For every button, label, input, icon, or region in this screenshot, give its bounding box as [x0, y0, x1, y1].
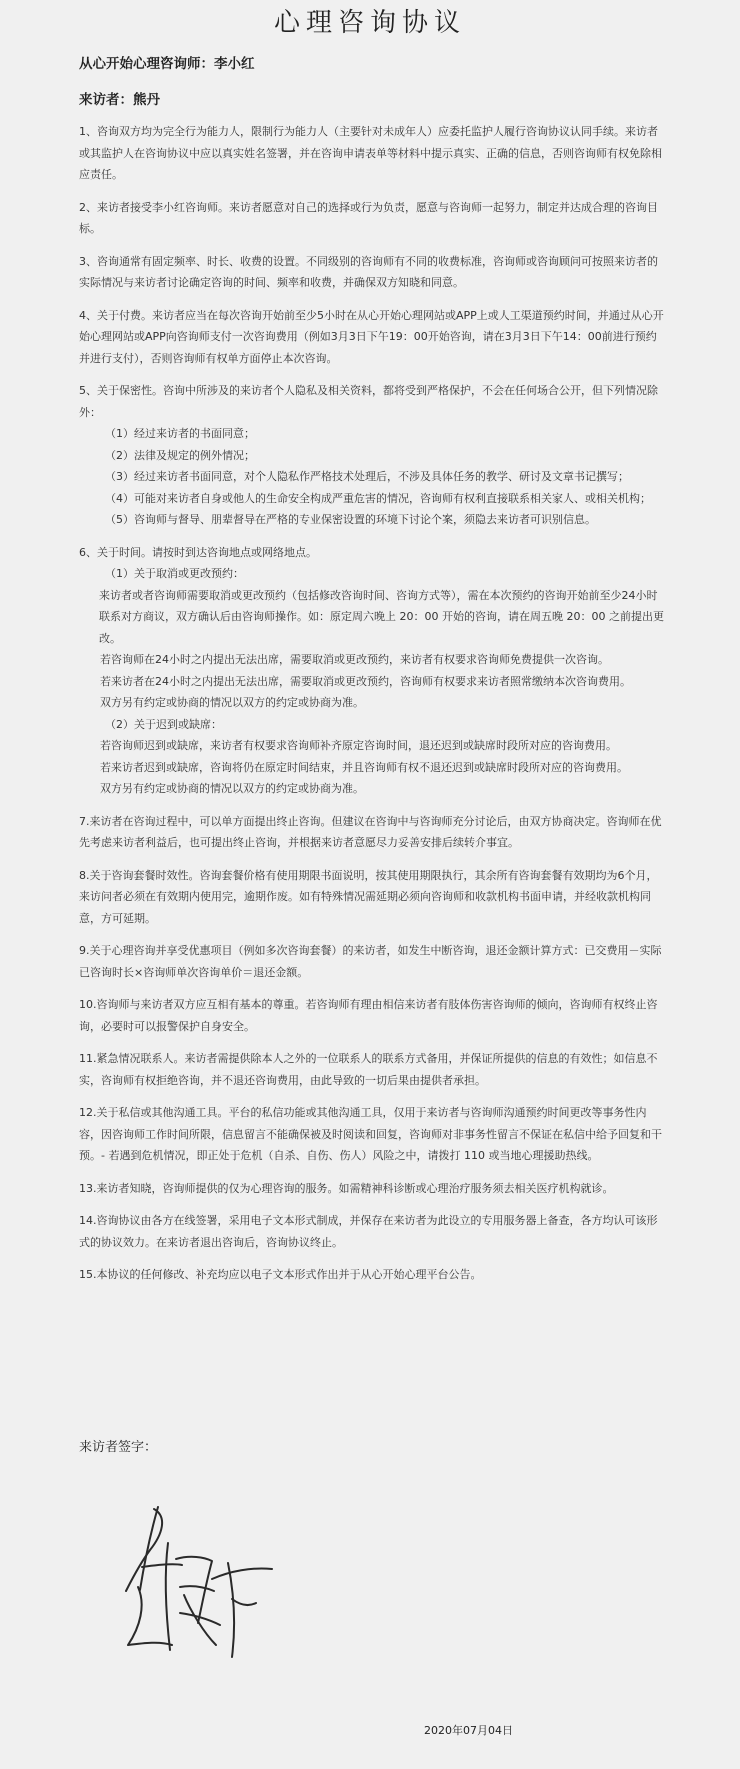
clause-7: 7.来访者在咨询过程中，可以单方面提出终止咨询。但建议在咨询中与咨询师充分讨论后，由双方协商决定。咨询师在优先考虑来访者利益后，也可提出终止咨询，并根据来访者意愿尽力妥善安排后续转介事宜。: [79, 814, 662, 849]
clause-6-sub2-line: 若咨询师迟到或缺席，来访者有权要求咨询师补齐原定咨询时间，退还迟到或缺席时段所对应的咨询费用。: [100, 739, 617, 752]
clause-2: 2、来访者接受李小红咨询师。来访者愿意对自己的选择或行为负责，愿意与咨询师一起努力，制定并达成合理的咨询目标。: [79, 200, 658, 235]
clause-3: 3、咨询通常有固定频率、时长、收费的设置。不同级别的咨询师有不同的收费标准，咨询师或咨询顾问可按照来访者的实际情况与来访者讨论确定咨询的时间、频率和收费，并确保双方知晓和同意。: [79, 254, 658, 289]
counselor-line: 从心开始心理咨询师：李小红: [79, 56, 255, 72]
clause-8: 8.关于咨询套餐时效性。咨询套餐价格有使用期限书面说明，按其使用期限执行，其余所有咨询套餐有效期均为6个月，来访问者必须在有效期内使用完，逾期作废。如有特殊情况需延期必须向咨询师和收款机构书面申请，并经收款机构同意，方可延期。: [79, 868, 658, 925]
page-title: 心理咨询协议: [273, 8, 466, 38]
clause-6-sub1-line: 双方另有约定或协商的情况以双方的约定或协商为准。: [100, 696, 364, 709]
clause-1: 1、咨询双方均为完全行为能力人，限制行为能力人（主要针对未成年人）应委托监护人履行咨询协议认同手续。来访者或其监护人在咨询协议中应以真实姓名签署，并在咨询申请表单等材料中提示真实、正确的信息，否则咨询师有权免除相应责任。: [79, 125, 662, 181]
clause-10: 10.咨询师与来访者双方应互相有基本的尊重。若咨询师有理由相信来访者有肢体伤害咨询师的倾向，咨询师有权终止咨询，必要时可以报警保护自身安全。: [79, 998, 658, 1033]
clause-6-sub1-title: （1）关于取消或更改预约：: [105, 567, 244, 580]
clause-5-item: （2）法律及规定的例外情况；: [105, 448, 255, 462]
clause-13: 13.来访者知晓，咨询师提供的仅为心理咨询的服务。如需精神科诊断或心理治疗服务须去相关医疗机构就诊。: [79, 1181, 614, 1195]
clause-6-sub1-para: 来访者或者咨询师需要取消或更改预约（包括修改咨询时间、咨询方式等），需在本次预约的咨询开始前至少24小时联系对方商议，双方确认后由咨询师操作。如：原定周六晚上 20：00 开始的咨询，请在周五晚 20：00 之前提出更改。: [99, 588, 664, 645]
clause-6-sub2-line: 双方另有约定或协商的情况以双方的约定或协商为准。: [100, 782, 364, 795]
clause-11: 11.紧急情况联系人。来访者需提供除本人之外的一位联系人的联系方式备用，并保证所提供的信息的有效性；如信息不实，咨询师有权拒绝咨询，并不退还咨询费用，由此导致的一切后果由提供者承担。: [79, 1052, 658, 1087]
clause-5: [79, 380, 665, 531]
clause-5-item: （4）可能对来访者自身或他人的生命安全构成严重危害的情况，咨询师有权利直接联系相关家人、或相关机构；: [105, 491, 651, 505]
clause-9: 9.关于心理咨询并享受优惠项目（例如多次咨询套餐）的来访者，如发生中断咨询，退还金额计算方式：已交费用－实际已咨询时长×咨询师单次咨询单价＝退还金额。: [79, 944, 662, 979]
signing-date: 2020年07月04日: [424, 1724, 513, 1737]
clauses-list: [79, 121, 665, 1297]
handwritten-signature: [120, 1495, 290, 1665]
clause-12: 12.关于私信或其他沟通工具。平台的私信功能或其他沟通工具，仅用于来访者与咨询师沟通预约时间更改等事务性内容，因咨询师工作时间所限，信息留言不能确保被及时阅读和回复，咨询师对非事务性留言不保证在私信中给予回复和干预。- 若遇到危机情况，即正处于危机（自杀、自伤、伤人）风险之中，请拨打 110 或当地心理援助热线。: [79, 1106, 662, 1162]
clause-6-sub1-line: 若来访者在24小时之内提出无法出席，需要取消或更改预约，咨询师有权要求来访者照常缴纳本次咨询费用。: [100, 674, 631, 688]
visitor-line: 来访者：熊丹: [79, 92, 160, 108]
clause-6-intro: 6、关于时间。请按时到达咨询地点或网络地点。: [79, 545, 317, 559]
clause-5-item: （3）经过来访者书面同意，对个人隐私作严格技术处理后，不涉及具体任务的教学、研讨及文章书记撰写；: [105, 470, 629, 483]
clause-5-item: （1）经过来访者的书面同意；: [105, 427, 255, 440]
signature-label: 来访者签字：: [79, 1440, 158, 1455]
clause-14: 14.咨询协议由各方在线签署，采用电子文本形式制成，并保存在来访者为此设立的专用服务器上备查，各方均认可该形式的协议效力。在来访者退出咨询后，咨询协议终止。: [79, 1214, 658, 1249]
clause-6-sub2-line: 若来访者迟到或缺席，咨询将仍在原定时间结束，并且咨询师有权不退还迟到或缺席时段所对应的咨询费用。: [100, 760, 628, 774]
clause-5-intro: 5、关于保密性。咨询中所涉及的来访者个人隐私及相关资料，都将受到严格保护，不会在任何场合公开，但下列情况除外：: [79, 384, 658, 419]
clause-4: 4、关于付费。来访者应当在每次咨询开始前至少5小时在从心开始心理网站或APP上或人工渠道预约时间，并通过从心开始心理网站或APP向咨询师支付一次咨询费用（例如3月3日下午19：00开始咨询，请在3月3日下午14：00前进行预约并进行支付），否则咨询师有权单方面停止本次咨询。: [79, 308, 664, 365]
clause-5-item: （5）咨询师与督导、朋辈督导在严格的专业保密设置的环境下讨论个案，须隐去来访者可识别信息。: [105, 513, 596, 526]
clause-6: [79, 542, 665, 800]
clause-6-sub2-title: （2）关于迟到或缺席：: [105, 717, 222, 731]
clause-6-sub1-line: 若咨询师在24小时之内提出无法出席，需要取消或更改预约，来访者有权要求咨询师免费提供一次咨询。: [100, 653, 609, 666]
clause-15: 15.本协议的任何修改、补充均应以电子文本形式作出并于从心开始心理平台公告。: [79, 1268, 482, 1281]
